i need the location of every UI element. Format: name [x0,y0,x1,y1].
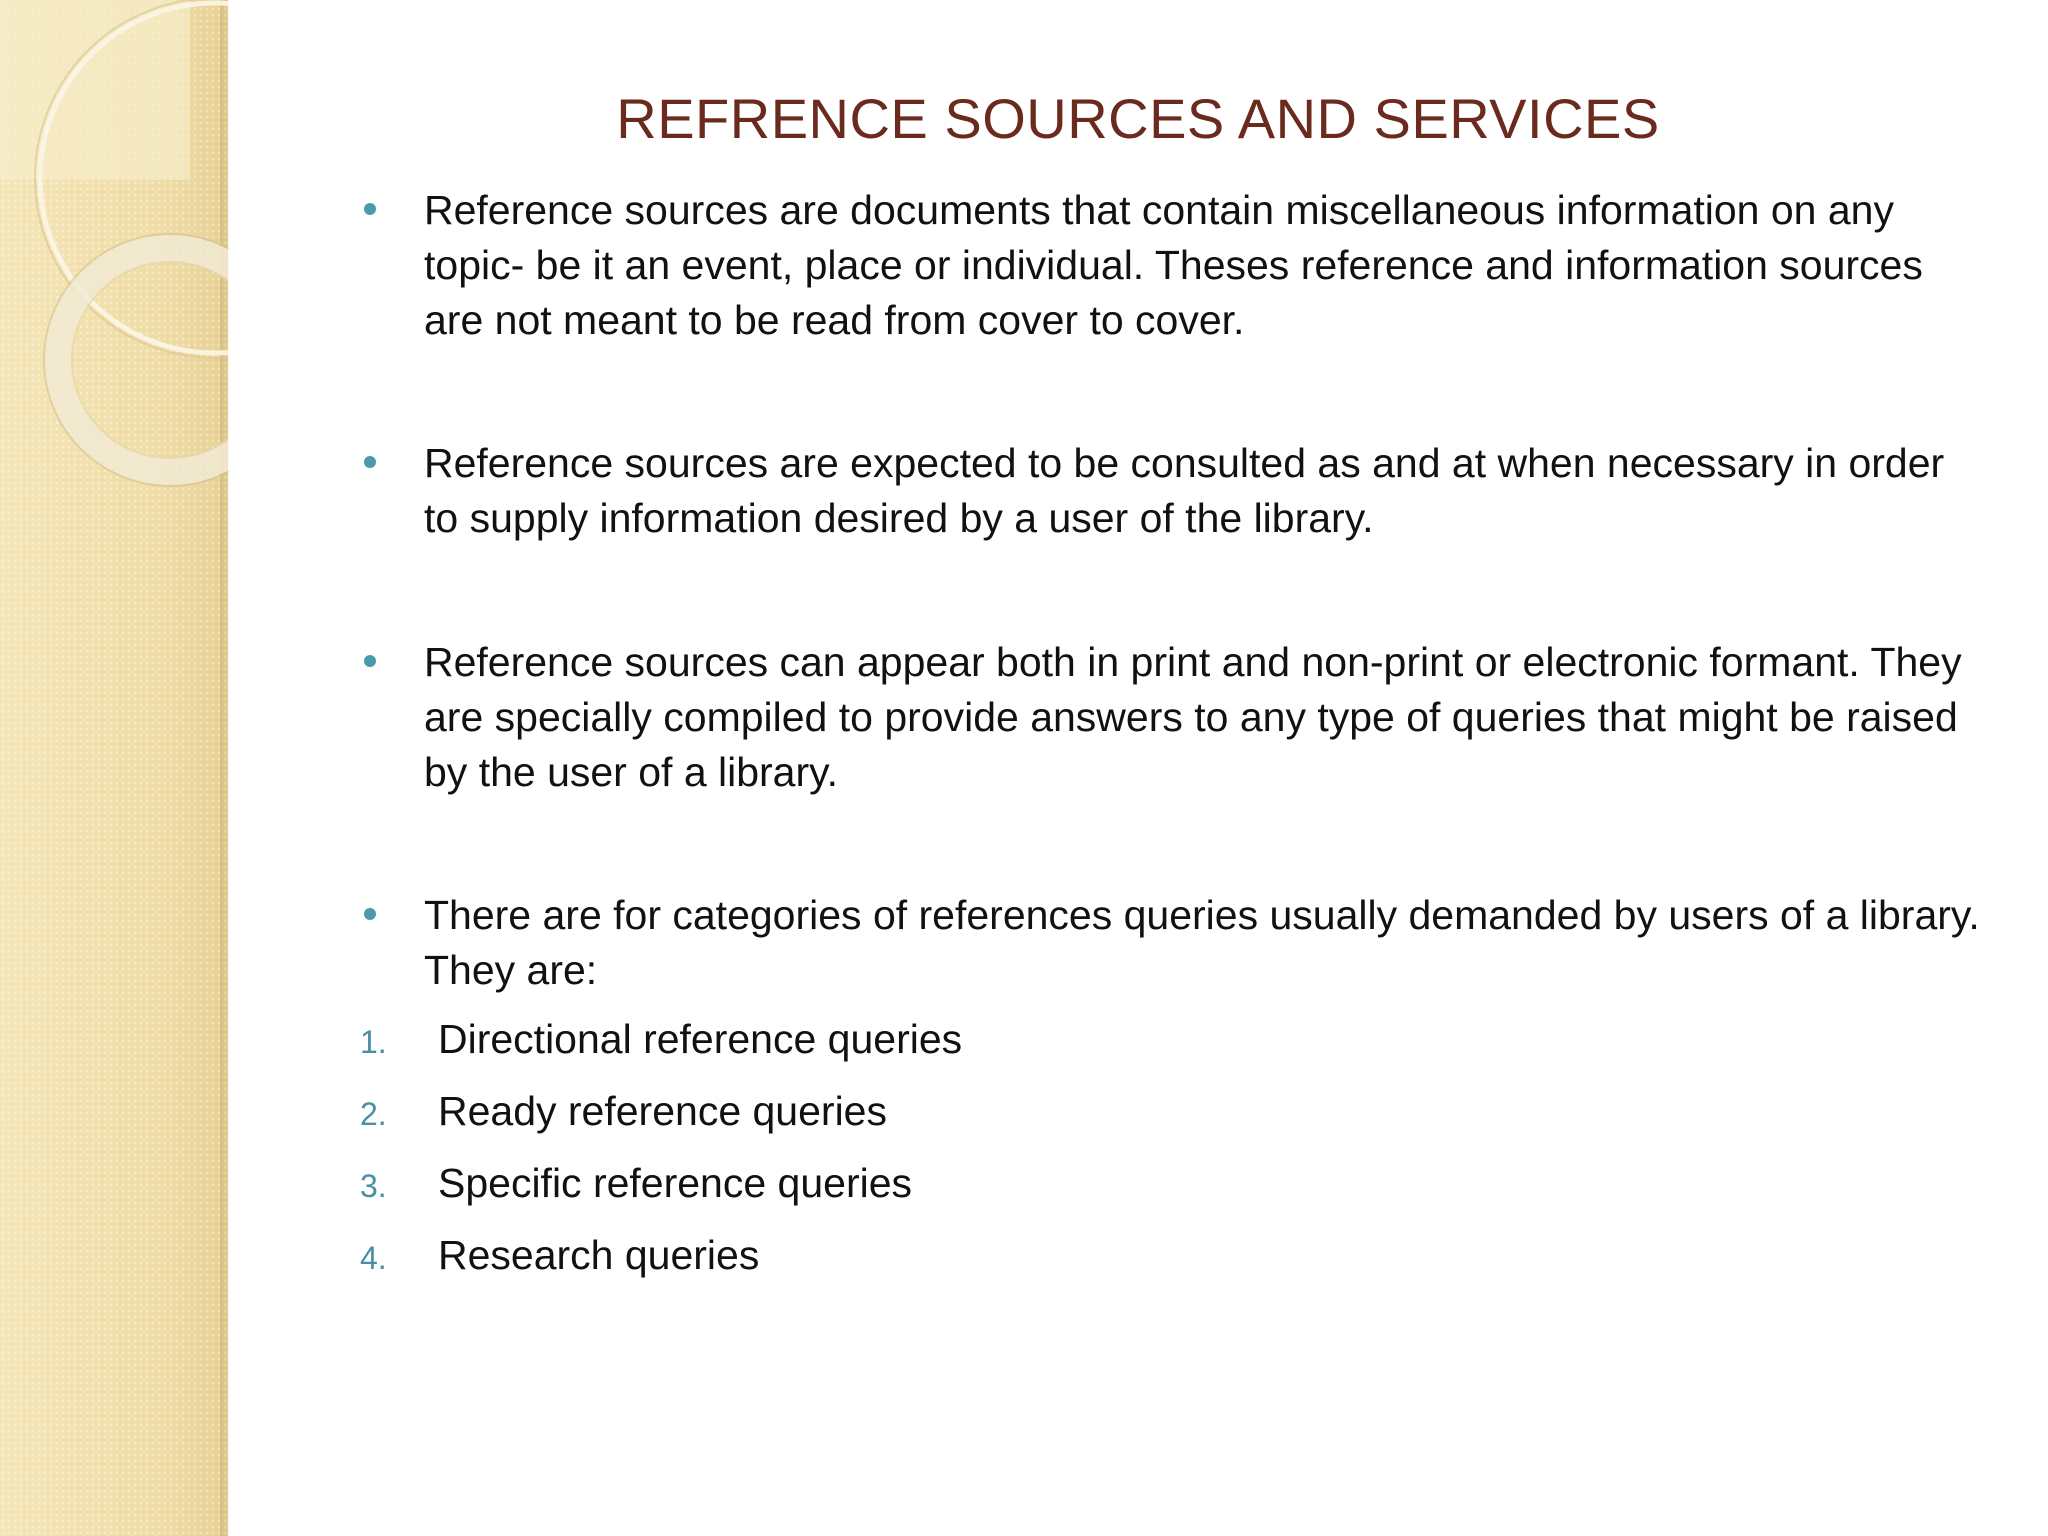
bullet-text-1: Reference sources are documents that contain miscellaneous information on any topic- be it an event, place or individual. Theses reference and information sources are not meant to be read from cover to cover. [424,187,1923,343]
bullet-text-2: Reference sources are expected to be consulted as and at when necessary in order to supply information desired by a user of the library. [424,440,1945,541]
bullet-text-4: There are for categories of references queries usually demanded by users of a library. They are: [424,892,1980,993]
bullet-text-3: Reference sources can appear both in print and non-print or electronic formant. They are specially compiled to provide answers to any type of queries that might be raised by the user of a library. [424,639,1962,795]
bullet-point-icon [364,456,376,468]
list-item-3: Specific reference queries [438,1160,913,1206]
list-number-2: 2. [360,1096,387,1132]
bullet-point-icon [364,655,376,667]
list-item-2: Ready reference queries [438,1088,887,1134]
decorative-rings-graphic [0,0,228,520]
list-number-4: 4. [360,1240,387,1276]
list-item-1: Directional reference queries [438,1016,963,1062]
slide-title: REFRENCE SOURCES AND SERVICES [616,87,1660,150]
list-item-4: Research queries [438,1232,760,1278]
list-number-1: 1. [360,1024,387,1060]
bullet-point-icon [364,203,376,215]
list-number-3: 3. [360,1168,387,1204]
bullet-point-icon [364,908,376,920]
